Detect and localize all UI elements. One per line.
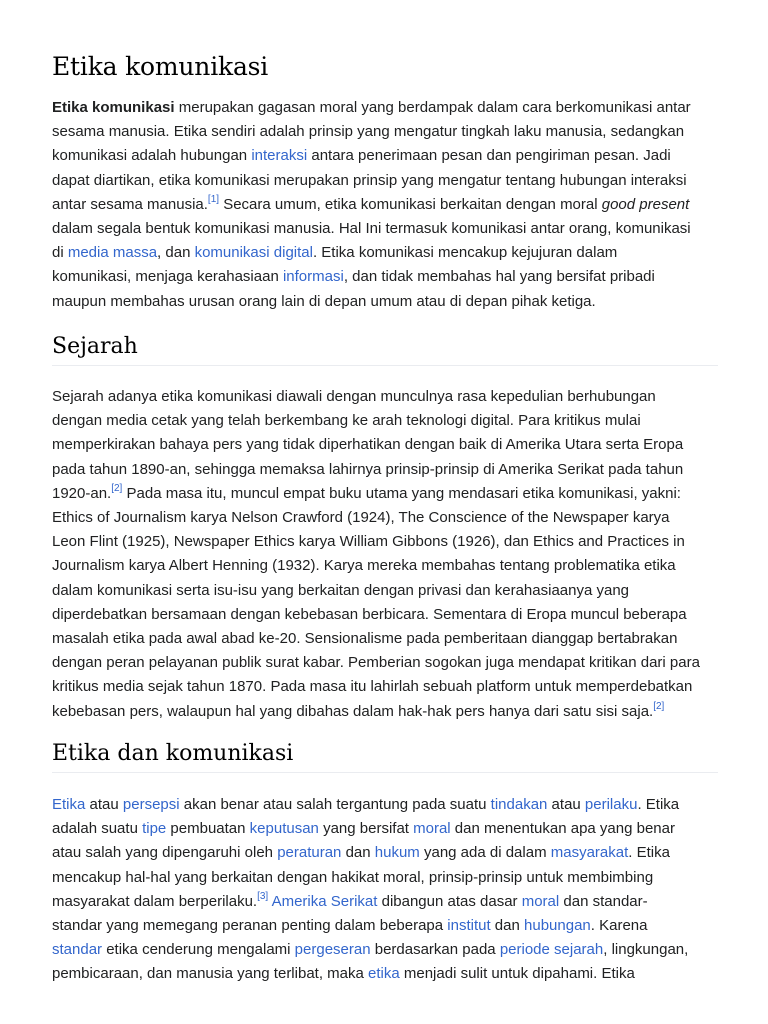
link-masyarakat[interactable]: masyarakat	[550, 844, 629, 862]
etika-paragraph	[52, 793, 718, 987]
text: Journalism karya Albert Henning (1932). Karya mereka membahas tentang problematika etika	[52, 557, 676, 575]
text: atau	[85, 796, 123, 813]
link-periode-sejarah[interactable]: periode sejarah	[499, 941, 604, 959]
text: masyarakat dalam berperilaku.	[52, 892, 258, 910]
link-perilaku[interactable]: perilaku	[584, 796, 638, 813]
sejarah-paragraph	[52, 385, 718, 724]
link-persepsi[interactable]: persepsi	[122, 796, 180, 813]
text: Secara umum, etika komunikasi berkaitan dengan moral	[219, 195, 602, 213]
text: komunikasi, menjaga kerahasiaan	[52, 268, 283, 286]
link-tipe[interactable]: tipe	[142, 820, 167, 838]
text: dengan media cetak yang telah berkembang ke arah teknologi digital. Para kritikus mulai	[52, 412, 641, 430]
text: . Karena	[590, 917, 648, 935]
text: diperdebatkan bersamaan dengan kebebasan berbicara. Sementara di Eropa muncul beberapa	[52, 605, 687, 623]
text: merupakan gagasan moral yang berdampak dalam cara berkomunikasi antar	[174, 99, 691, 116]
link-amerika-serikat[interactable]: Amerika Serikat	[271, 892, 378, 910]
text: etika cenderung mengalami	[102, 941, 295, 959]
text: dibangun atas dasar	[377, 892, 522, 910]
text: memperkirakan bahaya pers yang tidak diperhatikan dengan baik di Amerika Utara serta Eropa	[52, 436, 684, 454]
section-heading-sejarah: Sejarah	[52, 334, 718, 366]
link-institut[interactable]: institut	[447, 917, 491, 935]
text: akan benar atau salah tergantung pada suatu	[179, 796, 491, 813]
reference-2b[interactable]: [2]	[653, 700, 665, 712]
section-heading-etika-dan-komunikasi: Etika dan komunikasi	[52, 741, 718, 773]
text: dan menentukan apa yang benar	[450, 820, 675, 838]
text: atau	[547, 796, 585, 813]
text: kebebasan pers, walaupun hal yang dibahas dalam hak-hak pers hanya dari satu sisi saja.	[52, 702, 654, 720]
text: dalam segala bentuk komunikasi manusia. Hal Ini termasuk komunikasi antar orang, komunikasi	[52, 220, 691, 238]
text: antara penerimaan pesan dan pengiriman pesan. Jadi	[307, 147, 671, 165]
text: di	[52, 244, 68, 262]
link-standar[interactable]: standar	[52, 941, 103, 959]
text: dan standar-	[559, 892, 648, 910]
text: Ethics of Journalism karya Nelson Crawford (1924), The Conscience of the Newspaper karya	[52, 509, 670, 527]
text: atau salah yang dipengaruhi oleh	[52, 844, 278, 862]
text: komunikasi adalah hubungan	[52, 147, 252, 165]
text: pembicaraan, dan manusia yang terlibat, maka	[52, 965, 369, 983]
text: Sejarah adanya etika komunikasi diawali dengan munculnya rasa kepedulian berhubungan	[52, 388, 656, 405]
text: maupun membahas urusan orang lain di depan umum atau di depan pihak ketiga.	[52, 292, 596, 310]
page-title: Etika komunikasi	[52, 52, 269, 81]
text: dan	[490, 917, 525, 935]
bold-term: Etika komunikasi	[52, 99, 175, 116]
link-moral-2[interactable]: moral	[521, 892, 560, 910]
link-hubungan[interactable]: hubungan	[524, 917, 591, 935]
text: Leon Flint (1925), Newspaper Ethics karya William Gibbons (1926), dan Ethics and Practices in	[52, 533, 685, 551]
reference-2[interactable]: [2]	[111, 482, 123, 494]
text: . Etika komunikasi mencakup kejujuran dalam	[312, 244, 618, 262]
text: yang ada di dalam	[419, 844, 551, 862]
text: Pada masa itu, muncul empat buku utama yang mendasari etika komunikasi, yakni:	[122, 484, 681, 502]
italic-term: good present	[601, 195, 690, 213]
reference-1[interactable]: [1]	[207, 193, 220, 205]
link-hukum[interactable]: hukum	[374, 844, 420, 862]
text: adalah suatu	[52, 820, 143, 838]
text: mencakup hal-hal yang berkaitan dengan hakikat moral, prinsip-prinsip untuk membimbing	[52, 868, 654, 886]
link-media-massa[interactable]: media massa	[67, 244, 158, 262]
text: dalam komunikasi serta isu-isu yang berkaitan dengan privasi dan kerahasiaanya yang	[52, 581, 630, 599]
text: dapat diartikan, etika komunikasi merupakan prinsip yang mengatur tentang hubungan interaksi	[52, 171, 687, 189]
link-tindakan[interactable]: tindakan	[490, 796, 548, 813]
link-etika-2[interactable]: etika	[368, 965, 400, 983]
text: , dan	[157, 244, 195, 262]
text: dengan peran pelayanan publik surat kabar. Pemberian sogokan juga mendapat kritikan dari para	[52, 654, 700, 672]
text: menjadi sulit untuk dipahami. Etika	[399, 965, 635, 983]
reference-3[interactable]: [3]	[257, 890, 269, 902]
text: kritikus media sejak tahun 1870. Pada masa itu lahirlah sebuah platform untuk memperdebatkan	[52, 678, 693, 696]
link-informasi[interactable]: informasi	[282, 268, 344, 286]
text: antar sesama manusia.	[52, 195, 208, 213]
text: pada tahun 1890-an, sehingga memaksa lahirnya prinsip-prinsip di Amerika Serikat pada tahun	[52, 460, 684, 478]
link-moral[interactable]: moral	[413, 820, 451, 838]
link-komunikasi-digital[interactable]: komunikasi digital	[194, 244, 313, 262]
text: masalah etika pada awal abad ke-20. Sensionalisme pada pemberitaan dianggap bertabrakan	[52, 630, 678, 648]
text: pembuatan	[166, 820, 250, 838]
text: , dan tidak membahas hal yang bersifat pribadi	[343, 268, 655, 286]
link-keputusan[interactable]: keputusan	[249, 820, 319, 838]
text: yang bersifat	[318, 820, 414, 838]
intro-paragraph	[52, 96, 718, 314]
text: . Etika	[637, 796, 680, 813]
link-etika[interactable]: Etika	[52, 796, 86, 813]
link-pergeseran[interactable]: pergeseran	[294, 941, 371, 959]
text: 1920-an.	[52, 484, 112, 502]
link-interaksi[interactable]: interaksi	[251, 147, 308, 165]
text: . Etika	[628, 844, 670, 862]
text: dan	[341, 844, 375, 862]
text: berdasarkan pada	[370, 941, 500, 959]
link-peraturan[interactable]: peraturan	[277, 844, 342, 862]
text: sesama manusia. Etika sendiri adalah prinsip yang mengatur tingkah laku manusia, sedangkan	[52, 123, 685, 141]
text: , lingkungan,	[603, 941, 689, 959]
text: standar yang memegang peranan penting dalam beberapa	[52, 917, 448, 935]
